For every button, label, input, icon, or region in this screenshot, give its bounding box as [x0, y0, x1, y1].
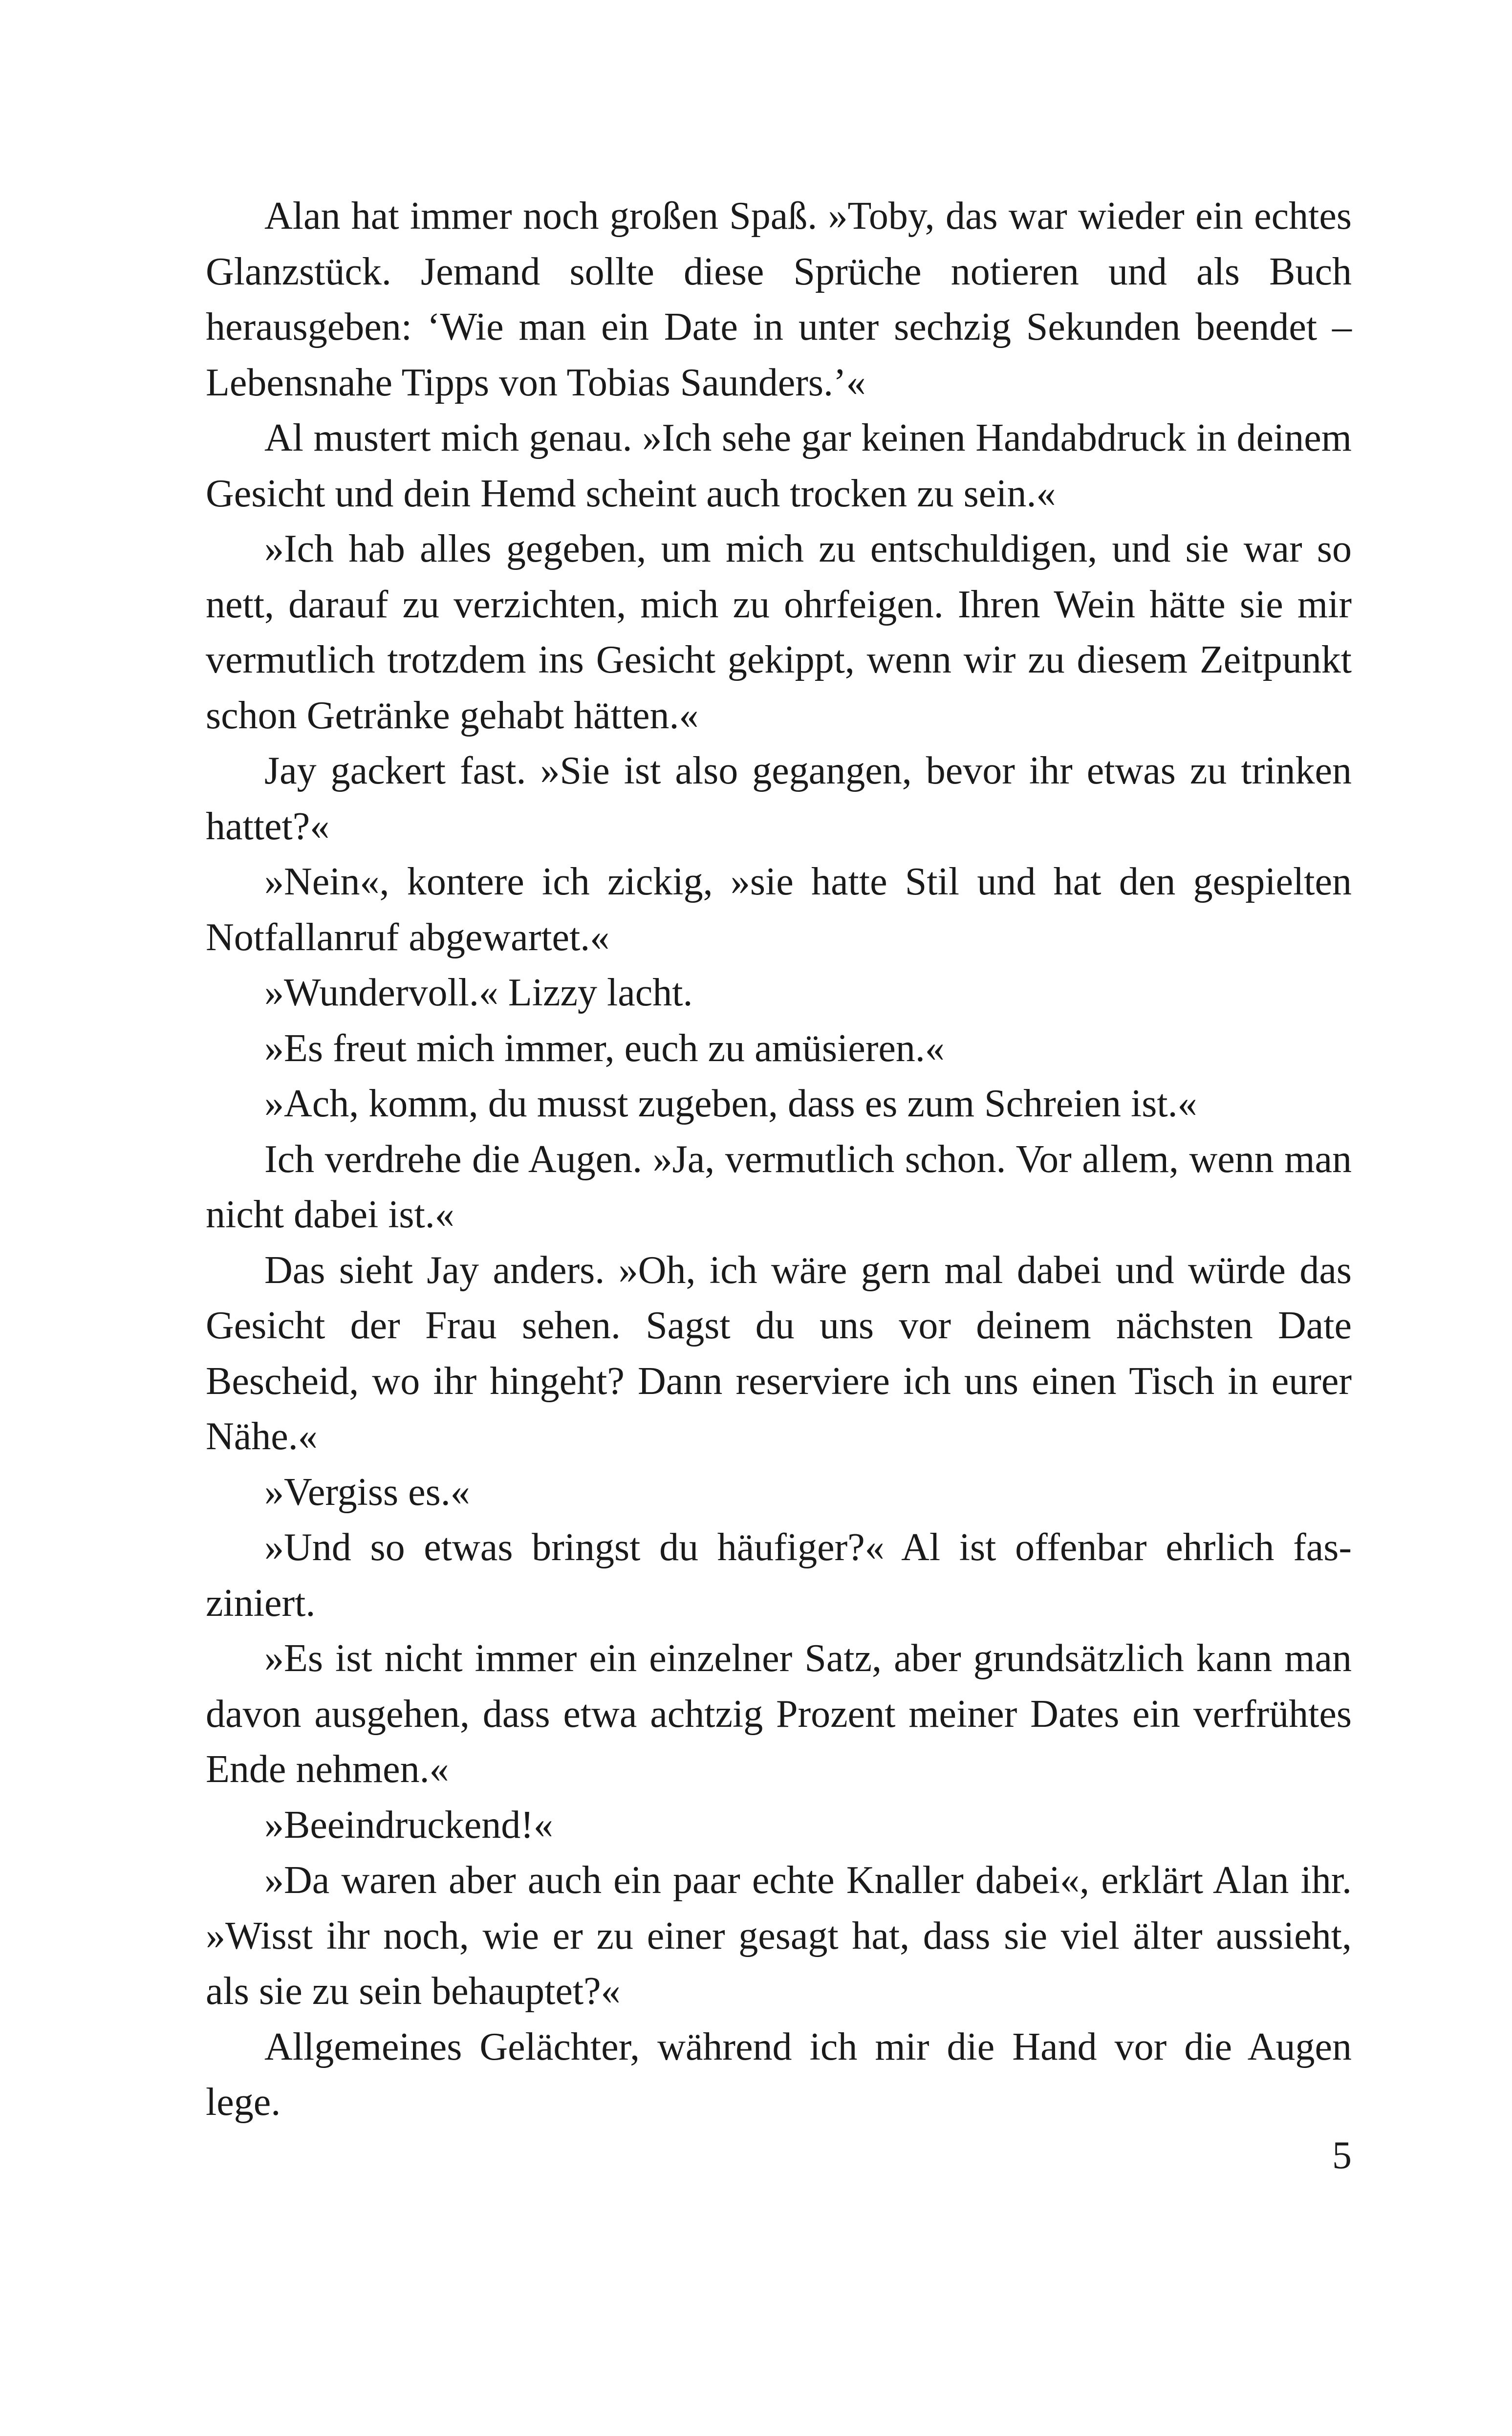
paragraph: Alan hat immer noch großen Spaß. »Toby, das war wieder ein echtes Glanzstück. Jemand sollte diese Sprüche notieren und als Buch herausgeben: ‘Wie man ein Date in unter sechzig Sekunden beendet – Lebensnahe Tipps von Tobias Saunders.’« — [206, 195, 1352, 404]
paragraph: »Wundervoll.« Lizzy lacht. — [264, 971, 693, 1014]
paragraph: »Und so etwas bringst du häufiger?« Al ist offenbar ehrlich fasziniert. — [206, 1526, 1352, 1625]
paragraph: Ich verdrehe die Augen. »Ja, vermutlich schon. Vor allem, wenn man nicht dabei ist.« — [206, 1137, 1352, 1236]
page-number: 5 — [1332, 2134, 1352, 2177]
paragraph: »Vergiss es.« — [264, 1470, 470, 1514]
paragraph: »Beeindruckend!« — [264, 1803, 553, 1847]
paragraph: Das sieht Jay anders. »Oh, ich wäre gern mal dabei und würde das Gesicht der Frau sehen. Sagst du uns vor deinem nächsten Date Bescheid, wo ihr hingeht? Dann reserviere ich uns einen Tisch in eurer Nähe.« — [206, 1248, 1352, 1458]
paragraph: »Es freut mich immer, euch zu amüsieren.« — [264, 1026, 945, 1070]
paragraph: Allgemeines Gelächter, während ich mir die Hand vor die Augen lege. — [206, 2025, 1352, 2124]
paragraph: Al mustert mich genau. »Ich sehe gar keinen Handabdruck in deinem Gesicht und dein Hemd scheint auch trocken zu sein.« — [206, 416, 1352, 515]
paragraph: »Ich hab alles gegeben, um mich zu entschuldigen, und sie war so nett, darauf zu verzichten, mich zu ohrfeigen. Ihren Wein hätte sie mir vermutlich trotzdem ins Gesicht gekippt, wenn wir zu diesem Zeitpunkt schon Getränke gehabt hätten.« — [206, 527, 1352, 737]
body-text — [206, 189, 1352, 2131]
paragraph: »Es ist nicht immer ein einzelner Satz, aber grundsätzlich kann man davon ausgehen, dass etwa achtzig Prozent meiner Dates ein verfrühtes Ende nehmen.« — [206, 1637, 1352, 1791]
paragraph: »Da waren aber auch ein paar echte Knaller dabei«, erklärt Alan ihr. »Wisst ihr noch, wie er zu einer gesagt hat, dass sie viel älter aussieht, als sie zu sein behauptet?« — [206, 1859, 1352, 2013]
paragraph: Jay gackert fast. »Sie ist also gegangen, bevor ihr etwas zu trinken hattet?« — [206, 749, 1352, 848]
paragraph: »Ach, komm, du musst zugeben, dass es zum Schreien ist.« — [264, 1082, 1197, 1125]
paragraph: »Nein«, kontere ich zickig, »sie hatte Stil und hat den gespielten Notfallanruf abgewartet.« — [206, 860, 1352, 959]
